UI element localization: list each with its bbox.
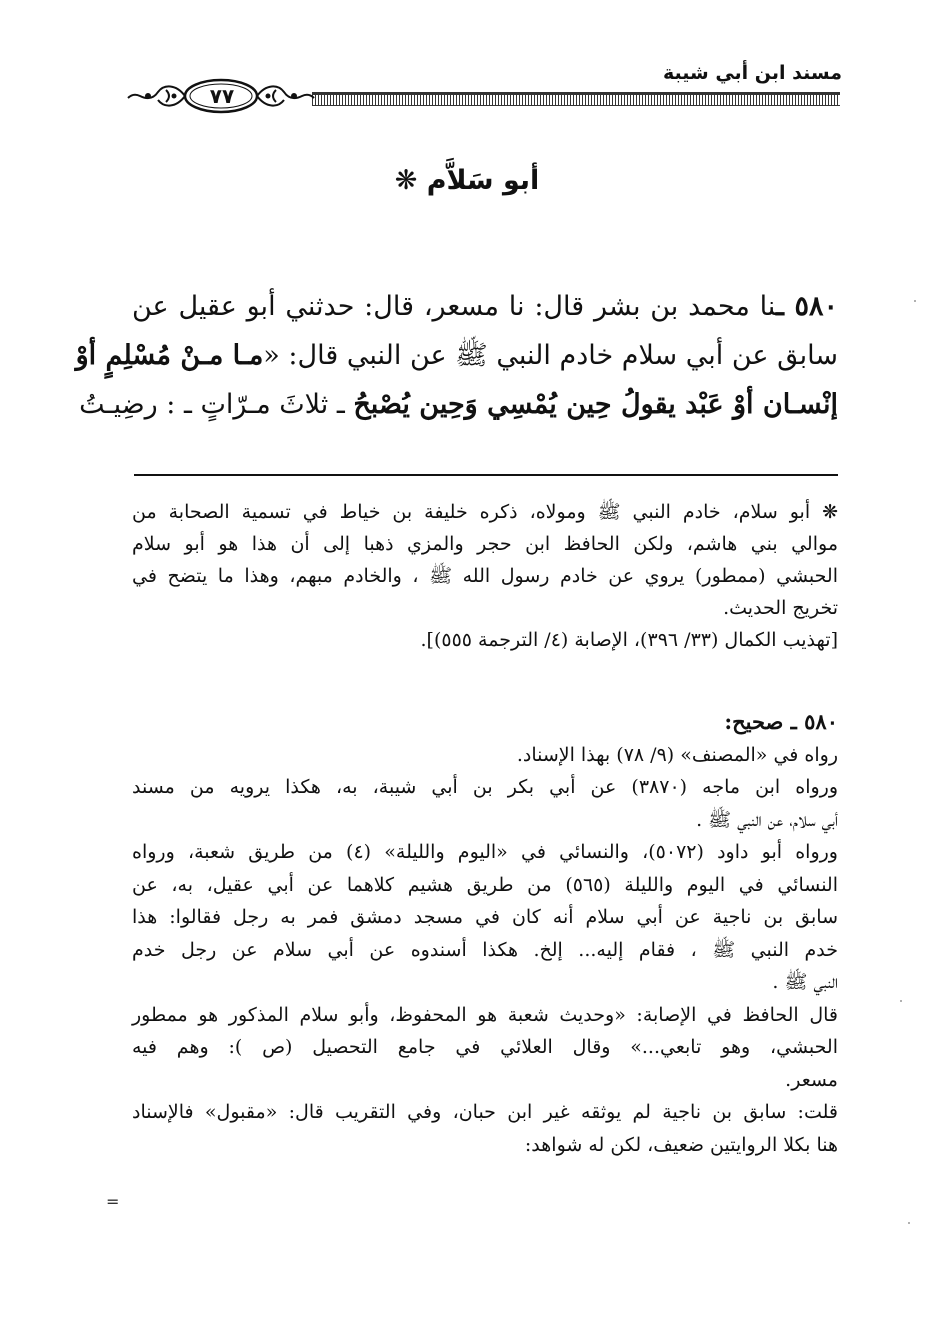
footnote (132, 496, 838, 656)
margin-mark: = (106, 1192, 120, 1211)
hadith-line (79, 380, 838, 429)
takhrij-line: هنا بكلا الروايتين ضعيف، لكن له شواهد: (524, 1133, 838, 1156)
footnote-line: الحبشي (ممطور) يروي عن خادم رسول الله ﷺ ، والخادم مبهم، وهذا ما يتضح في (132, 565, 838, 587)
scan-speck (914, 300, 916, 302)
book-title: مسند ابن أبي شيبة (662, 62, 842, 84)
takhrij-line: مسعر. (785, 1068, 838, 1091)
hadith-line-1: نا محمد بن بشر قال: نا مسعر، قال: حدثني أبو عقيل عن (132, 291, 776, 322)
takhrij-line: رواه في «المصنف» (٩/ ٧٨) بهذا الإسناد. (516, 743, 838, 766)
takhrij-line: الحبشي، وهو تابعي...» وقال العلائي في جامع التحصيل (ص ): وهم فيه (132, 1036, 838, 1058)
hadith-number: ٥٨٠ ـ (775, 291, 839, 322)
takhrij-line: أبي سلام، عن النبي ﷺ . (696, 808, 838, 831)
footnote-line: موالي بني هاشم، ولكن الحافظ ابن حجر والمزي ذهبا إلى أن هذا هو أبو سلام (132, 533, 838, 555)
section-title: أبو سَلاَّم ❋ (394, 165, 540, 196)
hadith-text (75, 282, 839, 429)
hadith-line-3b: ـ ثلاثَ مـرّاتٍ ـ : رضِيـتُ (79, 389, 345, 420)
footnote-separator (134, 474, 838, 476)
hadith-line (75, 331, 838, 380)
takhrij-section (132, 706, 838, 1161)
hadith-line (132, 282, 838, 331)
header-rule (312, 92, 840, 106)
takhrij-heading: ٥٨٠ ـ صحيح: (724, 709, 838, 734)
footnote-line: تخريج الحديث. (723, 597, 838, 619)
scan-speck (900, 1000, 902, 1002)
page-number: ٧٧ (209, 84, 235, 108)
footnote-line: ❋ أبو سلام، خادم النبي ﷺ ومولاه، ذكره خليفة بن خياط في تسمية الصحابة من (132, 501, 838, 523)
hadith-line-2b: مـا مـنْ مُسْلِمٍ أوْ (75, 340, 264, 371)
scan-speck (908, 1222, 910, 1224)
takhrij-line: النسائي في اليوم والليلة (٥٦٥) من طريق هشيم كلاهما عن أبي عقيل، به، عن (132, 873, 838, 896)
takhrij-line: سابق بن ناجية عن أبي سلام أنه كان في مسجد دمشق فمر به رجل فقالوا: هذا (132, 906, 838, 928)
takhrij-line: النبي ﷺ . (772, 971, 838, 993)
footnote-reference: [تهذيب الكمال (٣٣/ ٣٩٦)، الإصابة (٤/ الترجمة ٥٥٥)]. (420, 629, 838, 651)
takhrij-line: خدم النبي ﷺ ، فقام إليه... إلخ. هكذا أسندوه عن أبي سلام عن رجل خدم (132, 938, 838, 961)
hadith-line-3a: إنْسـان أوْ عَبْد يقولُ حِين يُمْسِي وَحِين يُصْبحُ (353, 389, 838, 420)
takhrij-line: ورواه أبو داود (٥٠٧٢)، والنسائي في «اليوم والليلة» (٤) من طريق شعبة، ورواه (132, 841, 838, 863)
takhrij-line: قلت: سابق بن ناجية لم يوثقه غير ابن حبان، وفي التقريب قال: «مقبول» فالإسناد (132, 1101, 838, 1123)
hadith-line-2a: سابق عن أبي سلام خادم النبي ﷺ عن النبي قال: « (263, 340, 838, 371)
takhrij-line: ورواه ابن ماجه (٣٨٧٠) عن أبي بكر بن أبي شيبة، به، هكذا يرويه من مسند (132, 776, 838, 798)
takhrij-line: قال الحافظ في الإصابة: «وحديث شعبة هو المحفوظ، وأبو سلام المذكور هو ممطور (132, 1003, 838, 1026)
